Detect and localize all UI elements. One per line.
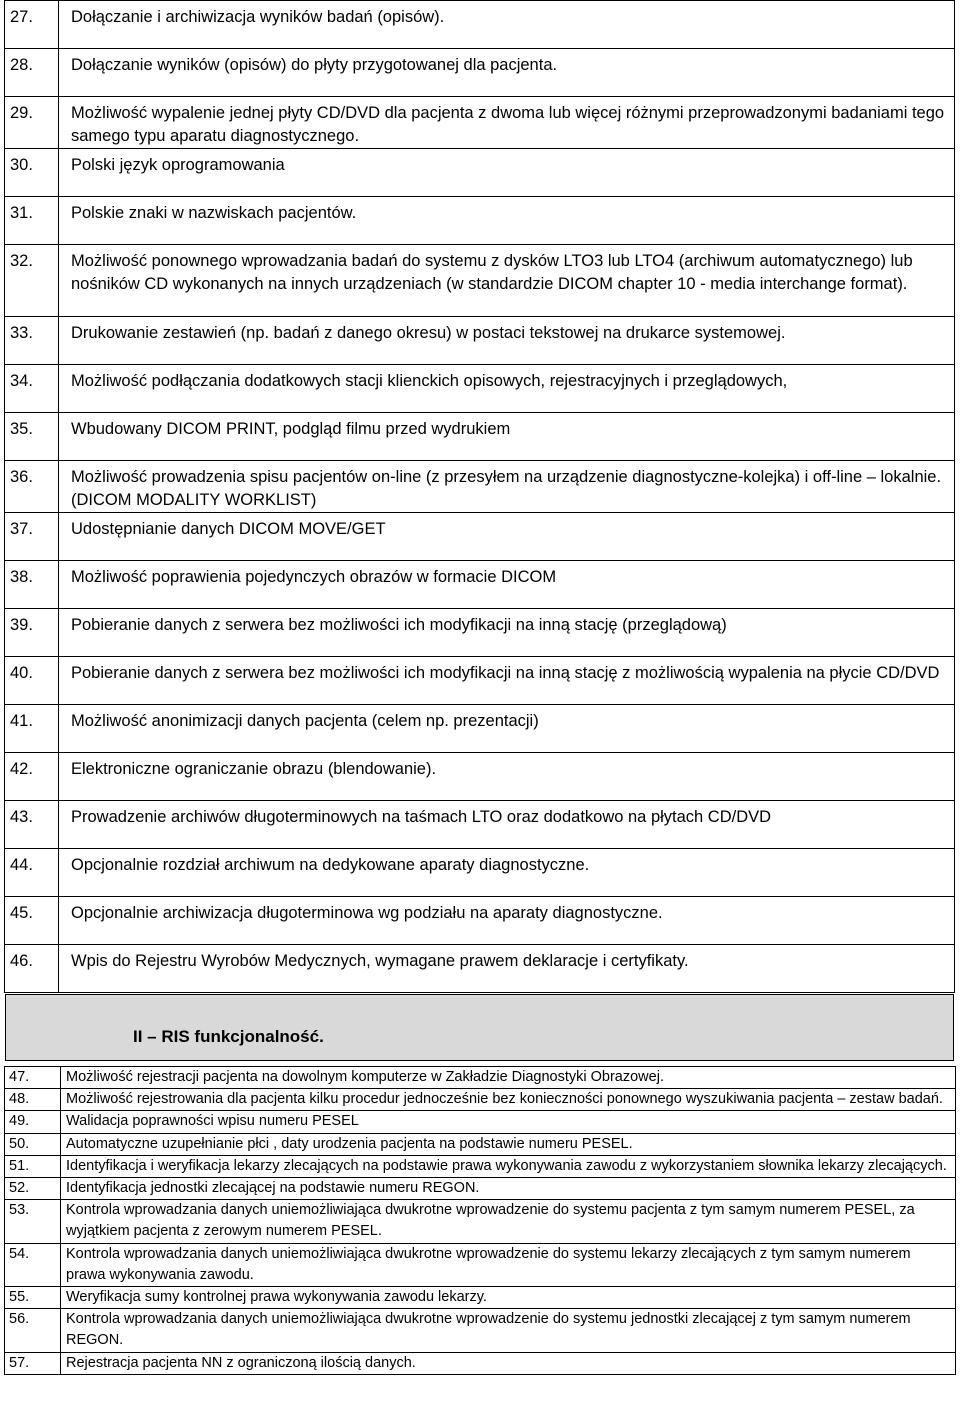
section-header xyxy=(5,994,954,1061)
item-text: Możliwość ponownego wprowadzania badań do systemu z dysków LTO3 lub LTO4 (archiwum automatycznego) lub nośników CD wykonanych na innych urządzeniach (w standardzie DICOM chapter 10 - media interchange format). xyxy=(59,245,955,317)
item-text: Walidacja poprawności wpisu numeru PESEL xyxy=(61,1111,956,1133)
item-text: Elektroniczne ograniczanie obrazu (blendowanie). xyxy=(59,753,955,801)
item-text: Możliwość poprawienia pojedynczych obrazów w formacie DICOM xyxy=(59,561,955,609)
item-number: 45. xyxy=(5,897,59,945)
item-number: 43. xyxy=(5,801,59,849)
item-text: Polskie znaki w nazwiskach pacjentów. xyxy=(59,197,955,245)
item-text: Udostępnianie danych DICOM MOVE/GET xyxy=(59,513,955,561)
table-row xyxy=(5,753,955,801)
item-number: 28. xyxy=(5,49,59,97)
item-text: Kontrola wprowadzania danych uniemożliwiająca dwukrotne wprowadzenie do systemu jednostki zlecającej z tym samym numerem REGON. xyxy=(61,1309,956,1352)
item-text: Automatyczne uzupełnianie płci , daty urodzenia pacjenta na podstawie numeru PESEL. xyxy=(61,1133,956,1155)
table-row xyxy=(5,1352,956,1374)
item-text: Możliwość prowadzenia spisu pacjentów on-line (z przesyłem na urządzenie diagnostyczne-kolejka) i off-line – lokalnie.(DICOM MODALITY WORKLIST) xyxy=(59,461,955,513)
item-number: 29. xyxy=(5,97,59,149)
item-number: 30. xyxy=(5,149,59,197)
item-number: 53. xyxy=(5,1200,61,1243)
table-row xyxy=(5,1155,956,1177)
table-row xyxy=(5,561,955,609)
item-number: 52. xyxy=(5,1178,61,1200)
table-row xyxy=(5,149,955,197)
item-number: 27. xyxy=(5,1,59,49)
item-text: Identyfikacja i weryfikacja lekarzy zlecających na podstawie prawa wykonywania zawodu z wykorzystaniem słownika lekarzy zlecających. xyxy=(61,1155,956,1177)
item-text: Opcjonalnie rozdział archiwum na dedykowane aparaty diagnostyczne. xyxy=(59,849,955,897)
table-row xyxy=(5,705,955,753)
table-row xyxy=(5,1309,956,1352)
item-text: Możliwość rejestrowania dla pacjenta kilku procedur jednocześnie bez konieczności ponownego wyszukiwania pacjenta – zestaw badań. xyxy=(61,1089,956,1111)
table-row xyxy=(5,801,955,849)
table-row xyxy=(5,197,955,245)
table-row xyxy=(5,413,955,461)
table-row xyxy=(5,897,955,945)
item-text: Opcjonalnie archiwizacja długoterminowa wg podziału na aparaty diagnostyczne. xyxy=(59,897,955,945)
item-text: Dołączanie wyników (opisów) do płyty przygotowanej dla pacjenta. xyxy=(59,49,955,97)
item-number: 37. xyxy=(5,513,59,561)
table-row xyxy=(5,49,955,97)
table-row xyxy=(5,97,955,149)
item-number: 47. xyxy=(5,1067,61,1089)
item-text: Weryfikacja sumy kontrolnej prawa wykonywania zawodu lekarzy. xyxy=(61,1287,956,1309)
table-row xyxy=(5,1243,956,1286)
item-number: 40. xyxy=(5,657,59,705)
table-row xyxy=(5,1133,956,1155)
item-text: Kontrola wprowadzania danych uniemożliwiająca dwukrotne wprowadzenie do systemu lekarzy zlecających z tym samym numerem prawa wykonywania zawodu. xyxy=(61,1243,956,1286)
requirements-table-top xyxy=(4,0,955,993)
item-number: 44. xyxy=(5,849,59,897)
item-text: Drukowanie zestawień (np. badań z danego okresu) w postaci tekstowej na drukarce systemowej. xyxy=(59,317,955,365)
item-number: 31. xyxy=(5,197,59,245)
item-text: Możliwość rejestracji pacjenta na dowolnym komputerze w Zakładzie Diagnostyki Obrazowej. xyxy=(61,1067,956,1089)
item-text: Identyfikacja jednostki zlecającej na podstawie numeru REGON. xyxy=(61,1178,956,1200)
item-number: 32. xyxy=(5,245,59,317)
item-text: Dołączanie i archiwizacja wyników badań (opisów). xyxy=(59,1,955,49)
item-text: Pobieranie danych z serwera bez możliwości ich modyfikacji na inną stację z możliwością wypalenia na płycie CD/DVD xyxy=(59,657,955,705)
item-number: 46. xyxy=(5,945,59,993)
item-number: 41. xyxy=(5,705,59,753)
item-number: 50. xyxy=(5,1133,61,1155)
table-row xyxy=(5,317,955,365)
table-row xyxy=(5,945,955,993)
item-text: Kontrola wprowadzania danych uniemożliwiająca dwukrotne wprowadzenie do systemu pacjenta z tym samym numerem PESEL, za wyjątkiem pacjenta z zerowym numerem PESEL. xyxy=(61,1200,956,1243)
item-number: 54. xyxy=(5,1243,61,1286)
item-text: Możliwość podłączania dodatkowych stacji klienckich opisowych, rejestracyjnych i przeglądowych, xyxy=(59,365,955,413)
item-number: 49. xyxy=(5,1111,61,1133)
item-number: 35. xyxy=(5,413,59,461)
table-row xyxy=(5,461,955,513)
item-number: 57. xyxy=(5,1352,61,1374)
item-text: Wbudowany DICOM PRINT, podgląd filmu przed wydrukiem xyxy=(59,413,955,461)
item-text: Pobieranie danych z serwera bez możliwości ich modyfikacji na inną stację (przeglądową) xyxy=(59,609,955,657)
item-number: 38. xyxy=(5,561,59,609)
table-row xyxy=(5,609,955,657)
requirements-table-ris xyxy=(4,1066,956,1375)
item-number: 55. xyxy=(5,1287,61,1309)
table-row xyxy=(5,1178,956,1200)
section-title: II – RIS funkcjonalność. xyxy=(133,1027,324,1046)
item-number: 39. xyxy=(5,609,59,657)
item-text: Możliwość anonimizacji danych pacjenta (celem np. prezentacji) xyxy=(59,705,955,753)
item-text: Wpis do Rejestru Wyrobów Medycznych, wymagane prawem deklaracje i certyfikaty. xyxy=(59,945,955,993)
item-text: Polski język oprogramowania xyxy=(59,149,955,197)
table-row xyxy=(5,245,955,317)
table-row xyxy=(5,365,955,413)
table-row xyxy=(5,1200,956,1243)
item-text: Prowadzenie archiwów długoterminowych na taśmach LTO oraz dodatkowo na płytach CD/DVD xyxy=(59,801,955,849)
table-row xyxy=(5,657,955,705)
table-row xyxy=(5,513,955,561)
table-row xyxy=(5,1089,956,1111)
item-text: Rejestracja pacjenta NN z ograniczoną ilością danych. xyxy=(61,1352,956,1374)
item-text: Możliwość wypalenie jednej płyty CD/DVD dla pacjenta z dwoma lub więcej różnymi przeprowadzonymi badaniami tego samego typu aparatu diagnostycznego. xyxy=(59,97,955,149)
item-number: 33. xyxy=(5,317,59,365)
table-row xyxy=(5,1287,956,1309)
item-number: 56. xyxy=(5,1309,61,1352)
table-row xyxy=(5,849,955,897)
table-row xyxy=(5,1067,956,1089)
table-row xyxy=(5,1111,956,1133)
item-number: 48. xyxy=(5,1089,61,1111)
item-number: 34. xyxy=(5,365,59,413)
table-row xyxy=(5,1,955,49)
item-number: 42. xyxy=(5,753,59,801)
item-number: 51. xyxy=(5,1155,61,1177)
item-number: 36. xyxy=(5,461,59,513)
